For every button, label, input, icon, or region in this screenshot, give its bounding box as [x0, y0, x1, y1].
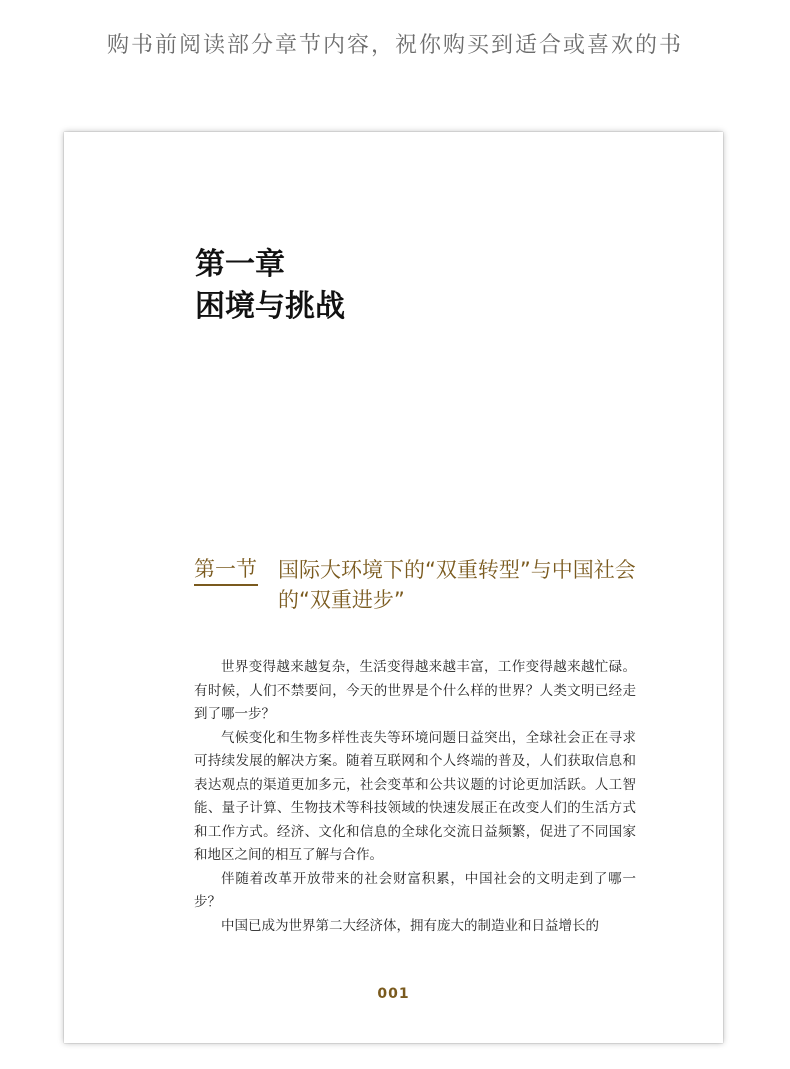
book-page: [64, 132, 723, 1043]
body-text: [194, 656, 636, 938]
section-label: 第一节: [194, 557, 257, 581]
preview-banner: 购书前阅读部分章节内容，祝你购买到适合或喜欢的书: [106, 33, 683, 58]
chapter-title: 困境与挑战: [195, 289, 345, 324]
page-number: 001: [377, 986, 410, 1002]
paragraph: 世界变得越来越复杂，生活变得越来越丰富，工作变得越来越忙碌。有时候，人们不禁要问，今天的世界是个什么样的世界？人类文明已经走到了哪一步？: [194, 659, 636, 722]
chapter-number: 第一章: [195, 247, 285, 282]
chapter-heading: [195, 244, 345, 328]
paragraph: 气候变化和生物多样性丧失等环境问题日益突出，全球社会正在寻求可持续发展的解决方案。随着互联网和个人终端的普及，人们获取信息和表达观点的渠道更加多元，社会变革和公共议题的讨论更加活跃。人工智能、量子计算、生物技术等科技领域的快速发展正在改变人们的生活方式和工作方式。经济、文化和信息的全球化交流日益频繁，促进了不同国家和地区之间的相互了解与合作。: [194, 729, 636, 863]
paragraph: 中国已成为世界第二大经济体，拥有庞大的制造业和日益增长的: [221, 917, 599, 934]
section-title: 国际大环境下的“双重转型”与中国社会的“双重进步”: [278, 558, 636, 612]
paragraph: 伴随着改革开放带来的社会财富积累，中国社会的文明走到了哪一步？: [194, 870, 636, 910]
section-underline: [194, 584, 258, 586]
